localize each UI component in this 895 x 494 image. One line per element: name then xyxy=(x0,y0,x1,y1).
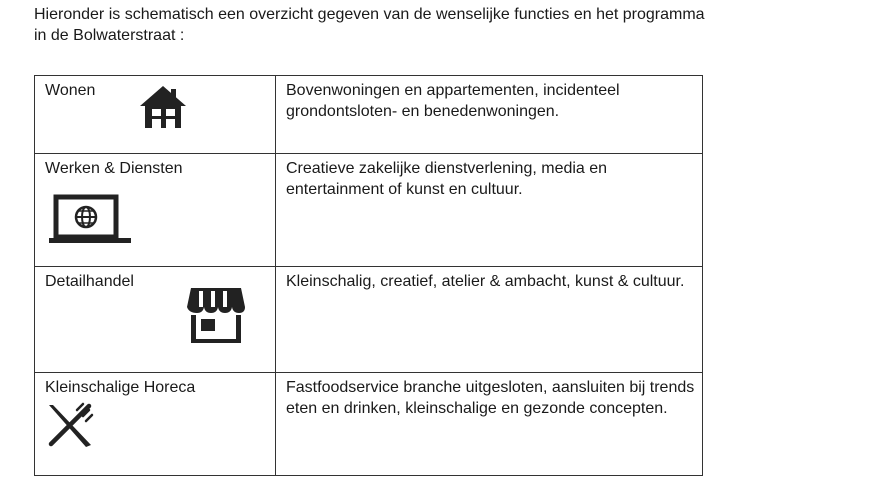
intro-text xyxy=(34,4,884,46)
function-label: Wonen xyxy=(45,82,96,99)
intro-line-2: in de Bolwaterstraat : xyxy=(34,27,185,44)
description-cell: Creatieve zakelijke dienstverlening, media en entertainment of kunst en cultuur. xyxy=(276,154,703,267)
table-row xyxy=(35,76,703,154)
house-icon xyxy=(138,84,188,130)
shop-awning-icon xyxy=(185,285,247,345)
function-cell xyxy=(35,373,276,476)
function-cell xyxy=(35,76,276,154)
functions-table xyxy=(34,75,703,476)
table-row xyxy=(35,154,703,267)
description-cell: Fastfoodservice branche uitgesloten, aansluiten bij trends eten en drinken, kleinschalige en gezonde concepten. xyxy=(276,373,703,476)
description-cell: Bovenwoningen en appartementen, incidenteel grondontsloten- en benedenwoningen. xyxy=(276,76,703,154)
function-cell xyxy=(35,154,276,267)
description-cell: Kleinschalig, creatief, atelier & ambacht, kunst & cultuur. xyxy=(276,267,703,373)
function-label: Detailhandel xyxy=(45,273,134,290)
function-label: Kleinschalige Horeca xyxy=(45,379,196,396)
table-row xyxy=(35,267,703,373)
function-label: Werken & Diensten xyxy=(45,160,183,177)
fork-knife-icon xyxy=(43,401,95,449)
laptop-globe-icon xyxy=(47,194,133,246)
intro-line-1: Hieronder is schematisch een overzicht gegeven van de wenselijke functies en het programma xyxy=(34,6,705,23)
function-cell xyxy=(35,267,276,373)
table-row xyxy=(35,373,703,476)
